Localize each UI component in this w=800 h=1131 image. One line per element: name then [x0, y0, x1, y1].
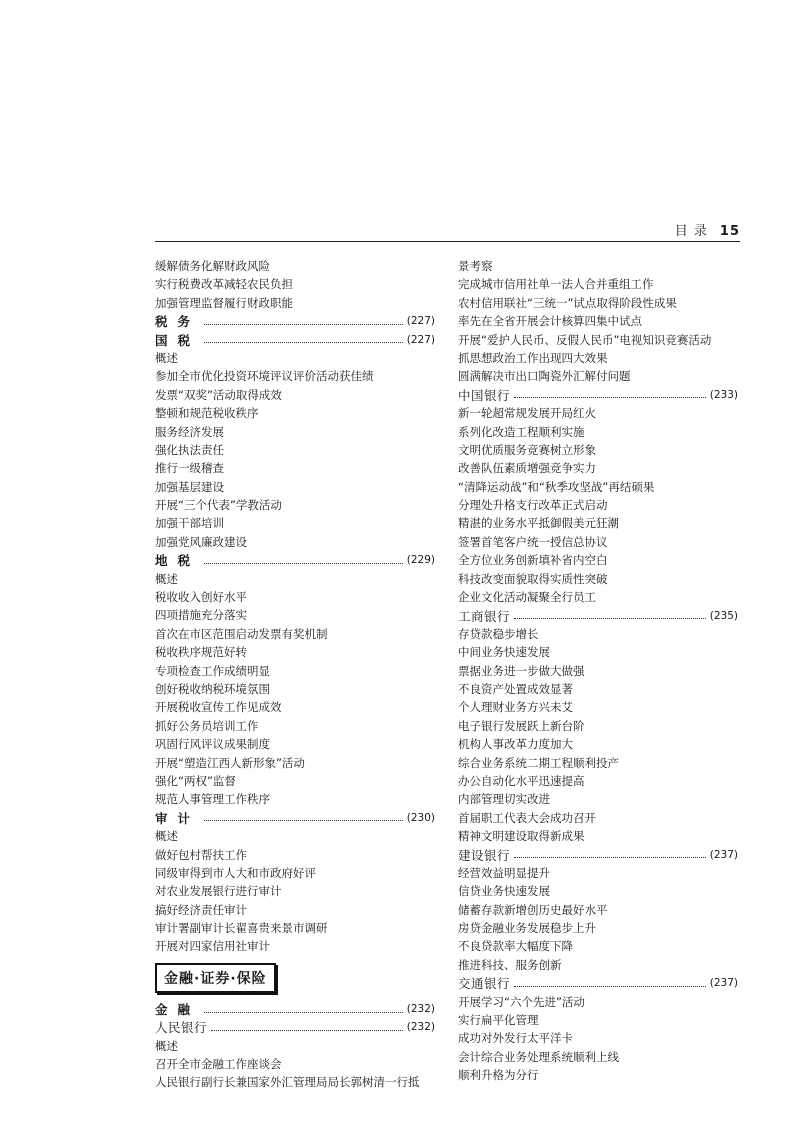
- toc-entry: 个人理财业务方兴未艾: [458, 700, 573, 715]
- toc-entry: 系列化改造工程顺利实施: [458, 424, 585, 439]
- toc-entry: 发票“双奖”活动取得成效: [155, 387, 282, 402]
- dot-leader: [514, 986, 706, 987]
- header-text: [675, 220, 740, 239]
- toc-section-heading: [458, 974, 738, 992]
- toc-entry: 信贷业务快速发展: [458, 884, 550, 899]
- page-header: [155, 220, 740, 240]
- header-rule: [155, 241, 740, 242]
- toc-entry: 经营效益明显提升: [458, 865, 550, 880]
- toc-entry: 概述: [155, 571, 178, 586]
- toc-entry: 开展“三个代表”学教活动: [155, 498, 282, 513]
- toc-entry: 文明优质服务竞赛树立形象: [458, 442, 596, 457]
- toc-entry: 机构人事改革力度加大: [458, 737, 573, 752]
- toc-section-heading: [155, 551, 435, 569]
- dot-leader: [514, 618, 706, 619]
- section-title: 工商银行: [458, 608, 511, 624]
- toc-entry: 开展税收宣传工作见成效: [155, 700, 282, 715]
- section-title: 地税: [155, 553, 201, 569]
- dot-leader: [204, 342, 403, 343]
- toc-entry: 开展学习“六个先进”活动: [458, 994, 585, 1009]
- dot-leader: [514, 397, 706, 398]
- toc-entry: 加强党风廉政建设: [155, 534, 247, 549]
- dot-leader: [204, 324, 403, 325]
- toc-entry: 房贷金融业务发展稳步上升: [458, 921, 596, 936]
- header-title: 目 录: [674, 224, 708, 239]
- toc-entry: 搞好经济责任审计: [155, 902, 247, 917]
- section-title: 审计: [155, 810, 201, 826]
- toc-entry: 分理处升格支行改革正式启动: [458, 498, 608, 513]
- toc-entry: 中间业务快速发展: [458, 645, 550, 660]
- toc-entry: 综合业务系统二期工程顺利投产: [458, 755, 619, 770]
- toc-entry: 电子银行发展跃上新台阶: [458, 718, 585, 733]
- toc-entry: 概述: [155, 1038, 178, 1053]
- toc-entry: 储蓄存款新增创历史最好水平: [458, 902, 608, 917]
- toc-entry: 顺利升格为分行: [458, 1068, 539, 1083]
- section-page-number: (237): [709, 977, 738, 990]
- toc-entry: 内部管理切实改进: [458, 792, 550, 807]
- toc-entry: 实行扁平化管理: [458, 1013, 539, 1028]
- toc-entry: 做好包村帮扶工作: [155, 847, 247, 862]
- toc-entry: 税收秩序规范好转: [155, 645, 247, 660]
- toc-entry: 首届职工代表大会成功召开: [458, 810, 596, 825]
- dot-leader: [204, 1012, 403, 1013]
- toc-entry: 成功对外发行太平洋卡: [458, 1031, 573, 1046]
- section-page-number: (232): [406, 1021, 435, 1034]
- toc-entry: 对农业发展银行进行审计: [155, 884, 282, 899]
- toc-entry: 整顿和规范税收秩序: [155, 406, 259, 421]
- toc-section-heading: [458, 846, 738, 864]
- toc-entry: 圆满解决市出口陶瓷外汇解付问题: [458, 369, 631, 384]
- toc-entry: 推行一级稽查: [155, 461, 224, 476]
- toc-entry: 率先在全省开展会计核算四集中试点: [458, 314, 642, 329]
- toc-entry: 强化“两权”监督: [155, 773, 236, 788]
- toc-entry: 精神文明建设取得新成果: [458, 829, 585, 844]
- toc-entry: 开展“塑造江西人新形象”活动: [155, 755, 305, 770]
- section-title: 国税: [155, 332, 201, 348]
- toc-entry: 强化执法责任: [155, 442, 224, 457]
- page-number: 15: [719, 224, 740, 239]
- toc-entry: 同级审得到市人大和市政府好评: [155, 865, 316, 880]
- toc-entry: 精湛的业务水平抵御假美元狂潮: [458, 516, 619, 531]
- toc-entry: 专项检查工作成绩明显: [155, 663, 270, 678]
- toc-section-heading: [155, 312, 435, 330]
- toc-entry: 加强基层建设: [155, 479, 224, 494]
- section-page-number: (237): [709, 848, 738, 861]
- section-title: 中国银行: [458, 387, 511, 403]
- toc-entry: 税收收入创好水平: [155, 590, 247, 605]
- dot-leader: [211, 1030, 403, 1031]
- toc-entry: 概述: [155, 350, 178, 365]
- toc-entry: 存贷款稳步增长: [458, 626, 539, 641]
- section-title: 金融: [155, 1002, 201, 1018]
- toc-right-column: [458, 257, 738, 1085]
- toc-entry: 改善队伍素质增强竞争实力: [458, 461, 596, 476]
- toc-entry: 会计综合业务处理系统顺利上线: [458, 1049, 619, 1064]
- toc-section-heading: [458, 386, 738, 404]
- toc-entry: 召开全市金融工作座谈会: [155, 1057, 282, 1072]
- toc-section-heading: [155, 1000, 435, 1018]
- toc-entry: 新一轮超常规发展开局红火: [458, 406, 596, 421]
- toc-section-heading: [155, 809, 435, 827]
- toc-entry: 四项措施充分落实: [155, 608, 247, 623]
- toc-entry: 抓思想政治工作出现四大效果: [458, 350, 608, 365]
- toc-entry: 科技改变面貌取得实质性突破: [458, 571, 608, 586]
- toc-entry: 景考察: [458, 259, 493, 273]
- section-title: 人民银行: [155, 1020, 208, 1036]
- toc-entry: 参加全市优化投资环境评议评价活动获佳绩: [155, 369, 374, 384]
- toc-entry: 缓解债务化解财政风险: [155, 259, 270, 273]
- toc-entry: 农村信用联社“三统一”试点取得阶段性成果: [458, 295, 677, 310]
- toc-entry: 审计署副审计长翟喜贵来景市调研: [155, 921, 328, 936]
- section-title: 税务: [155, 314, 201, 330]
- toc-entry: 规范人事管理工作秩序: [155, 792, 270, 807]
- toc-entry: 实行税费改革减轻农民负担: [155, 277, 293, 292]
- toc-entry: 票据业务进一步做大做强: [458, 663, 585, 678]
- dot-leader: [514, 857, 706, 858]
- toc-entry: 人民银行副行长兼国家外汇管理局局长郭树清一行抵: [155, 1075, 420, 1090]
- toc-entry: 创好税收纳税环境氛围: [155, 681, 270, 696]
- toc-entry: 全方位业务创新填补省内空白: [458, 553, 608, 568]
- toc-entry: 企业文化活动凝聚全行员工: [458, 590, 596, 605]
- toc-left-column: [155, 257, 435, 1092]
- toc-entry: 不良贷款率大幅度下降: [458, 939, 573, 954]
- section-page-number: (235): [709, 609, 738, 622]
- toc-entry: 首次在市区范围启动发票有奖机制: [155, 626, 328, 641]
- toc-section-heading: [458, 606, 738, 624]
- toc-entry: 抓好公务员培训工作: [155, 718, 259, 733]
- toc-entry: 加强干部培训: [155, 516, 224, 531]
- toc-section-heading: [155, 1018, 435, 1036]
- toc-entry: 开展“爱护人民币、反假人民币”电视知识竞赛活动: [458, 332, 712, 347]
- toc-entry: 签署首笔客户统一授信总协议: [458, 534, 608, 549]
- section-title: 建设银行: [458, 847, 511, 863]
- toc-entry: 推进科技、服务创新: [458, 957, 562, 972]
- category-banner: 金融·证券·保险: [155, 963, 276, 993]
- toc-entry: 加强管理监督履行财政职能: [155, 295, 293, 310]
- category-banner-row: [155, 956, 435, 1000]
- dot-leader: [204, 820, 403, 821]
- toc-entry: 巩固行风评议成果制度: [155, 737, 270, 752]
- toc-entry: 不良资产处置成效显著: [458, 681, 573, 696]
- dot-leader: [204, 563, 403, 564]
- section-page-number: (233): [709, 388, 738, 401]
- toc-entry: 概述: [155, 829, 178, 844]
- toc-entry: “清降运动战”和“秋季攻坚战”再结硕果: [458, 479, 655, 494]
- section-page-number: (227): [406, 333, 435, 346]
- section-title: 交通银行: [458, 976, 511, 992]
- section-page-number: (229): [406, 554, 435, 567]
- toc-entry: 开展对四家信用社审计: [155, 939, 270, 954]
- section-page-number: (230): [406, 811, 435, 824]
- section-page-number: (232): [406, 1003, 435, 1016]
- toc-entry: 完成城市信用社单一法人合并重组工作: [458, 277, 654, 292]
- toc-section-heading: [155, 331, 435, 349]
- toc-entry: 服务经济发展: [155, 424, 224, 439]
- toc-entry: 办公自动化水平迅速提高: [458, 773, 585, 788]
- section-page-number: (227): [406, 315, 435, 328]
